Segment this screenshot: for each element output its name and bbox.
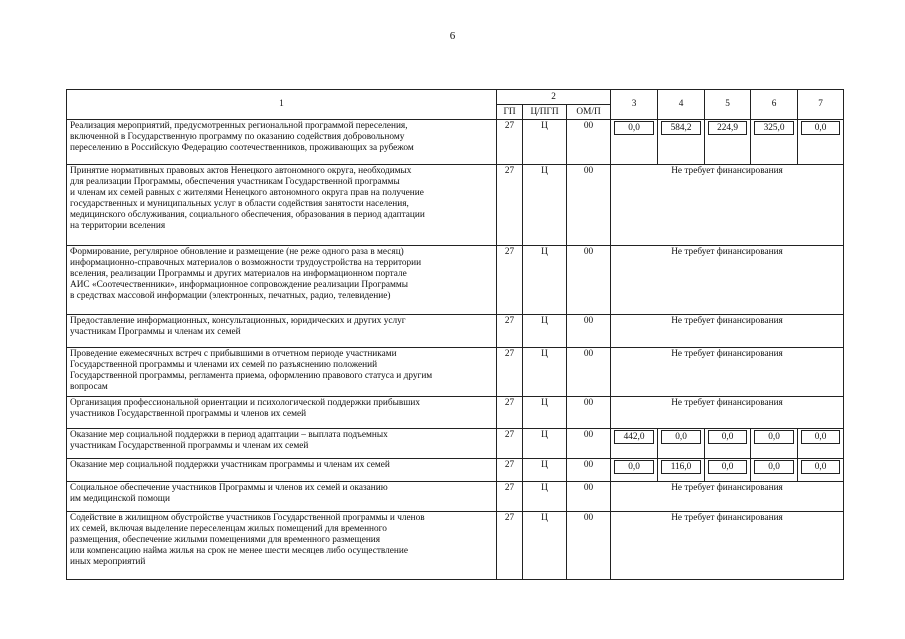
header-sub-gp: ГП — [497, 105, 523, 120]
measure-name — [67, 165, 497, 246]
no-funding-note: Не требует финансирования — [611, 246, 844, 315]
measure-name-line: включенной в Государственную программу по оказанию содействия добровольному — [70, 131, 405, 142]
table-row — [67, 397, 844, 429]
measure-name-line: или компенсацию найма жилья на срок не менее шести месяцев либо осуществление — [70, 545, 409, 556]
code-c-pgp: Ц — [523, 482, 567, 512]
code-gp: 27 — [497, 348, 523, 397]
header-col-7: 7 — [798, 90, 844, 120]
table-row — [67, 120, 844, 165]
funding-value: 325,0 — [754, 121, 794, 135]
table-header — [67, 90, 844, 120]
code-gp: 27 — [497, 315, 523, 348]
measure-name-line: информационно-справочных материалов о возможности трудоустройства на территории — [70, 257, 422, 268]
measure-name-line: Оказание мер социальной поддержки в период адаптации – выплата подъемных — [70, 430, 388, 440]
code-gp: 27 — [497, 429, 523, 459]
funding-value-col-6 — [751, 459, 798, 482]
header-col-6: 6 — [751, 90, 798, 120]
funding-value: 0,0 — [801, 121, 840, 135]
funding-value: 442,0 — [614, 430, 654, 444]
measure-name-line: Оказание мер социальной поддержки участникам программы и членам их семей — [70, 460, 390, 470]
code-om-p: 00 — [567, 512, 611, 580]
table-row — [67, 348, 844, 397]
code-gp: 27 — [497, 246, 523, 315]
measure-name-line: им медицинской помощи — [70, 493, 170, 504]
code-om-p: 00 — [567, 165, 611, 246]
measure-name-line: на территории вселения — [70, 220, 166, 231]
funding-value-col-7 — [798, 429, 844, 459]
funding-value-col-3 — [611, 120, 658, 165]
code-om-p: 00 — [567, 482, 611, 512]
code-c-pgp: Ц — [523, 246, 567, 315]
measure-name-line: Принятие нормативных правовых актов Ненецкого автономного округа, необходимых — [70, 166, 412, 176]
no-funding-note: Не требует финансирования — [611, 315, 844, 348]
table-row — [67, 429, 844, 459]
funding-value-col-4 — [658, 120, 705, 165]
page-number: 6 — [449, 30, 456, 42]
funding-value: 0,0 — [754, 430, 794, 444]
funding-value-col-4 — [658, 429, 705, 459]
code-gp: 27 — [497, 165, 523, 246]
measure-name-line: размещения, обеспечение жилыми помещениями для временного размещения — [70, 534, 381, 545]
funding-value: 0,0 — [801, 430, 840, 444]
measure-name-line: Проведение ежемесячных встреч с прибывшими в отчетном периоде участниками — [70, 349, 397, 359]
measure-name-line: для реализации Программы, обеспечения участникам Государственной программы — [70, 176, 400, 187]
code-c-pgp: Ц — [523, 429, 567, 459]
code-gp: 27 — [497, 120, 523, 165]
code-gp: 27 — [497, 482, 523, 512]
table-row — [67, 315, 844, 348]
measure-name-line: в средствах массовой информации (электронных, печатных, радио, телевидение) — [70, 290, 391, 301]
header-col-1: 1 — [67, 90, 497, 120]
funding-value-col-6 — [751, 429, 798, 459]
funding-value: 224,9 — [708, 121, 747, 135]
measure-name-line: иных мероприятий — [70, 556, 146, 567]
table-row — [67, 482, 844, 512]
funding-value-col-7 — [798, 459, 844, 482]
measure-name — [67, 120, 497, 165]
measure-name-line: и членам их семей равных с жителями Ненецкого автономного округа прав на получение — [70, 187, 424, 198]
header-sub-om-p: ОМ/П — [567, 105, 611, 120]
code-gp: 27 — [497, 512, 523, 580]
code-c-pgp: Ц — [523, 120, 567, 165]
no-funding-note: Не требует финансирования — [611, 397, 844, 429]
measure-name-line: их семей, включая выделение переселенцам жилых помещений для временного — [70, 523, 387, 534]
no-funding-note: Не требует финансирования — [611, 165, 844, 246]
measure-name — [67, 246, 497, 315]
measure-name — [67, 397, 497, 429]
funding-value: 584,2 — [661, 121, 701, 135]
funding-value-col-5 — [705, 120, 751, 165]
code-c-pgp: Ц — [523, 397, 567, 429]
funding-value: 116,0 — [661, 460, 701, 474]
funding-value: 0,0 — [661, 430, 701, 444]
code-gp: 27 — [497, 459, 523, 482]
code-om-p: 00 — [567, 120, 611, 165]
measure-name-line: Организация профессиональной ориентации и психологической поддержки прибывших — [70, 398, 421, 408]
code-om-p: 00 — [567, 397, 611, 429]
table-row — [67, 512, 844, 580]
code-om-p: 00 — [567, 315, 611, 348]
measure-name — [67, 482, 497, 512]
funding-value-col-5 — [705, 459, 751, 482]
funding-value: 0,0 — [614, 121, 654, 135]
measure-name — [67, 348, 497, 397]
measure-name-line: вселения, реализации Программы и других материалов на информационном портале — [70, 268, 407, 279]
funding-value-col-4 — [658, 459, 705, 482]
code-om-p: 00 — [567, 348, 611, 397]
funding-value-col-6 — [751, 120, 798, 165]
code-c-pgp: Ц — [523, 512, 567, 580]
code-om-p: 00 — [567, 246, 611, 315]
funding-value: 0,0 — [708, 430, 747, 444]
measure-name-line: переселению в Российскую Федерацию соотечественников, проживающих за рубежом — [70, 142, 414, 153]
measure-name-line: Формирование, регулярное обновление и размещение (не реже одного раза в месяц) — [70, 247, 404, 257]
measure-name — [67, 512, 497, 580]
program-measures-table — [66, 89, 844, 580]
measure-name-line: участникам Программы и членам их семей — [70, 326, 241, 337]
table-row — [67, 246, 844, 315]
table-row — [67, 459, 844, 482]
funding-value-col-5 — [705, 429, 751, 459]
measure-name-line: Государственной программы, регламента приема, оформлению правового статуса и другим — [70, 370, 433, 381]
measure-name-line: Государственной программы и членами их семей по разъяснению положений — [70, 359, 378, 370]
measure-name-line: АИС «Соотечественники», информационное сопровождение реализации Программы — [70, 279, 409, 290]
no-funding-note: Не требует финансирования — [611, 348, 844, 397]
measure-name-line: участников Государственной программы и членов их семей — [70, 408, 307, 419]
code-c-pgp: Ц — [523, 165, 567, 246]
code-c-pgp: Ц — [523, 315, 567, 348]
funding-value: 0,0 — [708, 460, 747, 474]
measure-name-line: Реализация мероприятий, предусмотренных региональной программой переселения, — [70, 121, 408, 131]
measure-name-line: участникам Государственной программы и членам их семей — [70, 440, 309, 451]
code-c-pgp: Ц — [523, 348, 567, 397]
header-col-4: 4 — [658, 90, 705, 120]
funding-value-col-3 — [611, 429, 658, 459]
funding-value: 0,0 — [614, 460, 654, 474]
code-om-p: 00 — [567, 459, 611, 482]
measure-name-line: вопросам — [70, 381, 108, 392]
measure-name — [67, 459, 497, 482]
header-col-3: 3 — [611, 90, 658, 120]
header-col-2: 2 — [497, 90, 611, 105]
no-funding-note: Не требует финансирования — [611, 482, 844, 512]
code-c-pgp: Ц — [523, 459, 567, 482]
measure-name-line: Содействие в жилищном обустройстве участников Государственной программы и членов — [70, 513, 425, 523]
funding-value: 0,0 — [754, 460, 794, 474]
measure-name-line: Предоставление информационных, консультационных, юридических и других услуг — [70, 316, 406, 326]
measure-name-line: государственных и муниципальных услуг в области содействия занятости населения, — [70, 198, 409, 209]
funding-value: 0,0 — [801, 460, 840, 474]
header-sub-c-pgp: Ц/ПГП — [523, 105, 567, 120]
code-gp: 27 — [497, 397, 523, 429]
code-om-p: 00 — [567, 429, 611, 459]
funding-value-col-7 — [798, 120, 844, 165]
measure-name-line: Социальное обеспечение участников Программы и членов их семей и оказанию — [70, 483, 388, 493]
header-col-5: 5 — [705, 90, 751, 120]
table-body — [67, 120, 844, 580]
table-row — [67, 165, 844, 246]
measure-name — [67, 429, 497, 459]
measure-name-line: медицинского обслуживания, социального обеспечения, образования в период адаптации — [70, 209, 425, 220]
measure-name — [67, 315, 497, 348]
no-funding-note: Не требует финансирования — [611, 512, 844, 580]
funding-value-col-3 — [611, 459, 658, 482]
